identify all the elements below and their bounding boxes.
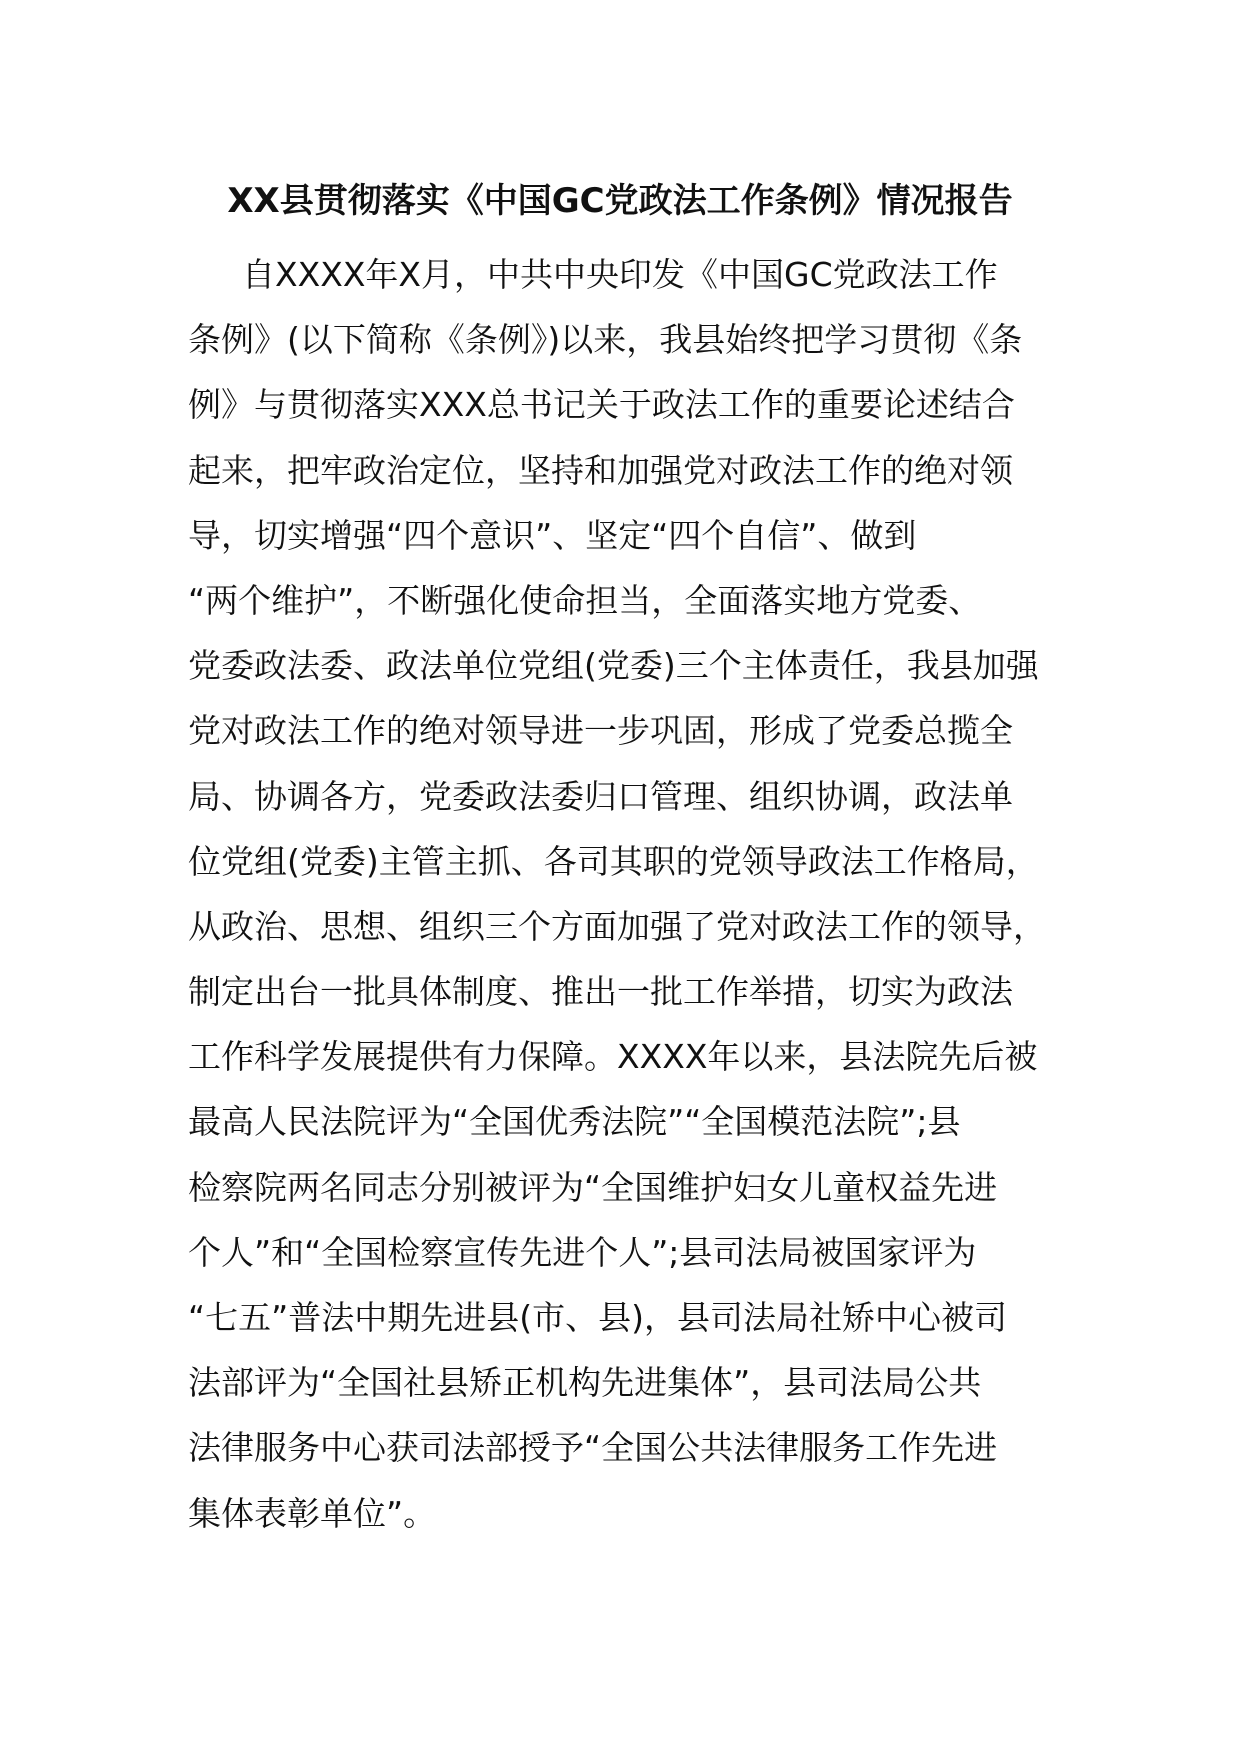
paragraph-line: 党对政法工作的绝对领导进一步巩固，形成了党委总揽全 — [188, 711, 1013, 751]
paragraph-line: 例》与贯彻落实XXX总书记关于政法工作的重要论述结合 — [188, 385, 1015, 425]
paragraph-line: 个人”和“全国检察宣传先进个人”;县司法局被国家评为 — [188, 1232, 977, 1272]
paragraph-line: 导，切实增强“四个意识”、坚定“四个自信”、做到 — [188, 515, 917, 555]
report-paragraph — [188, 242, 1068, 1546]
paragraph-line: 条例》(以下简称《条例》)以来，我县始终把学习贯彻《条 — [188, 320, 1023, 360]
paragraph-line: “两个维护”，不断强化使命担当，全面落实地方党委、 — [188, 580, 982, 620]
paragraph-line: 法律服务中心获司法部授予“全国公共法律服务工作先进 — [188, 1428, 998, 1468]
paragraph-line: 集体表彰单位”。 — [188, 1493, 437, 1533]
paragraph-line: 制定出台一批具体制度、推出一批工作举措，切实为政法 — [188, 972, 1013, 1012]
paragraph-line: 从政治、思想、组织三个方面加强了党对政法工作的领导， — [188, 906, 1046, 946]
paragraph-line: 自XXXX年X月，中共中央印发《中国GC党政法工作 — [242, 255, 998, 294]
paragraph-line: 位党组(党委)主管主抓、各司其职的党领导政法工作格局， — [188, 841, 1039, 881]
paragraph-line: 法部评为“全国社县矫正机构先进集体”，县司法局公共 — [188, 1363, 982, 1403]
paragraph-line: 党委政法委、政法单位党组(党委)三个主体责任，我县加强 — [188, 646, 1039, 686]
document-title: XX县贯彻落实《中国GC党政法工作条例》情况报告 — [227, 181, 1013, 221]
paragraph-line: 最高人民法院评为“全国优秀法院”“全国模范法院”;县 — [188, 1102, 961, 1142]
paragraph-line: 起来，把牢政治定位，坚持和加强党对政法工作的绝对领 — [188, 450, 1013, 490]
paragraph-line: “七五”普法中期先进县(市、县)，县司法局社矫中心被司 — [188, 1298, 1007, 1337]
paragraph-line: 局、协调各方，党委政法委归口管理、组织协调，政法单 — [188, 776, 1013, 816]
paragraph-line: 检察院两名同志分别被评为“全国维护妇女儿童权益先进 — [188, 1167, 998, 1207]
paragraph-line: 工作科学发展提供有力保障。XXXX年以来，县法院先后被 — [188, 1037, 1038, 1077]
